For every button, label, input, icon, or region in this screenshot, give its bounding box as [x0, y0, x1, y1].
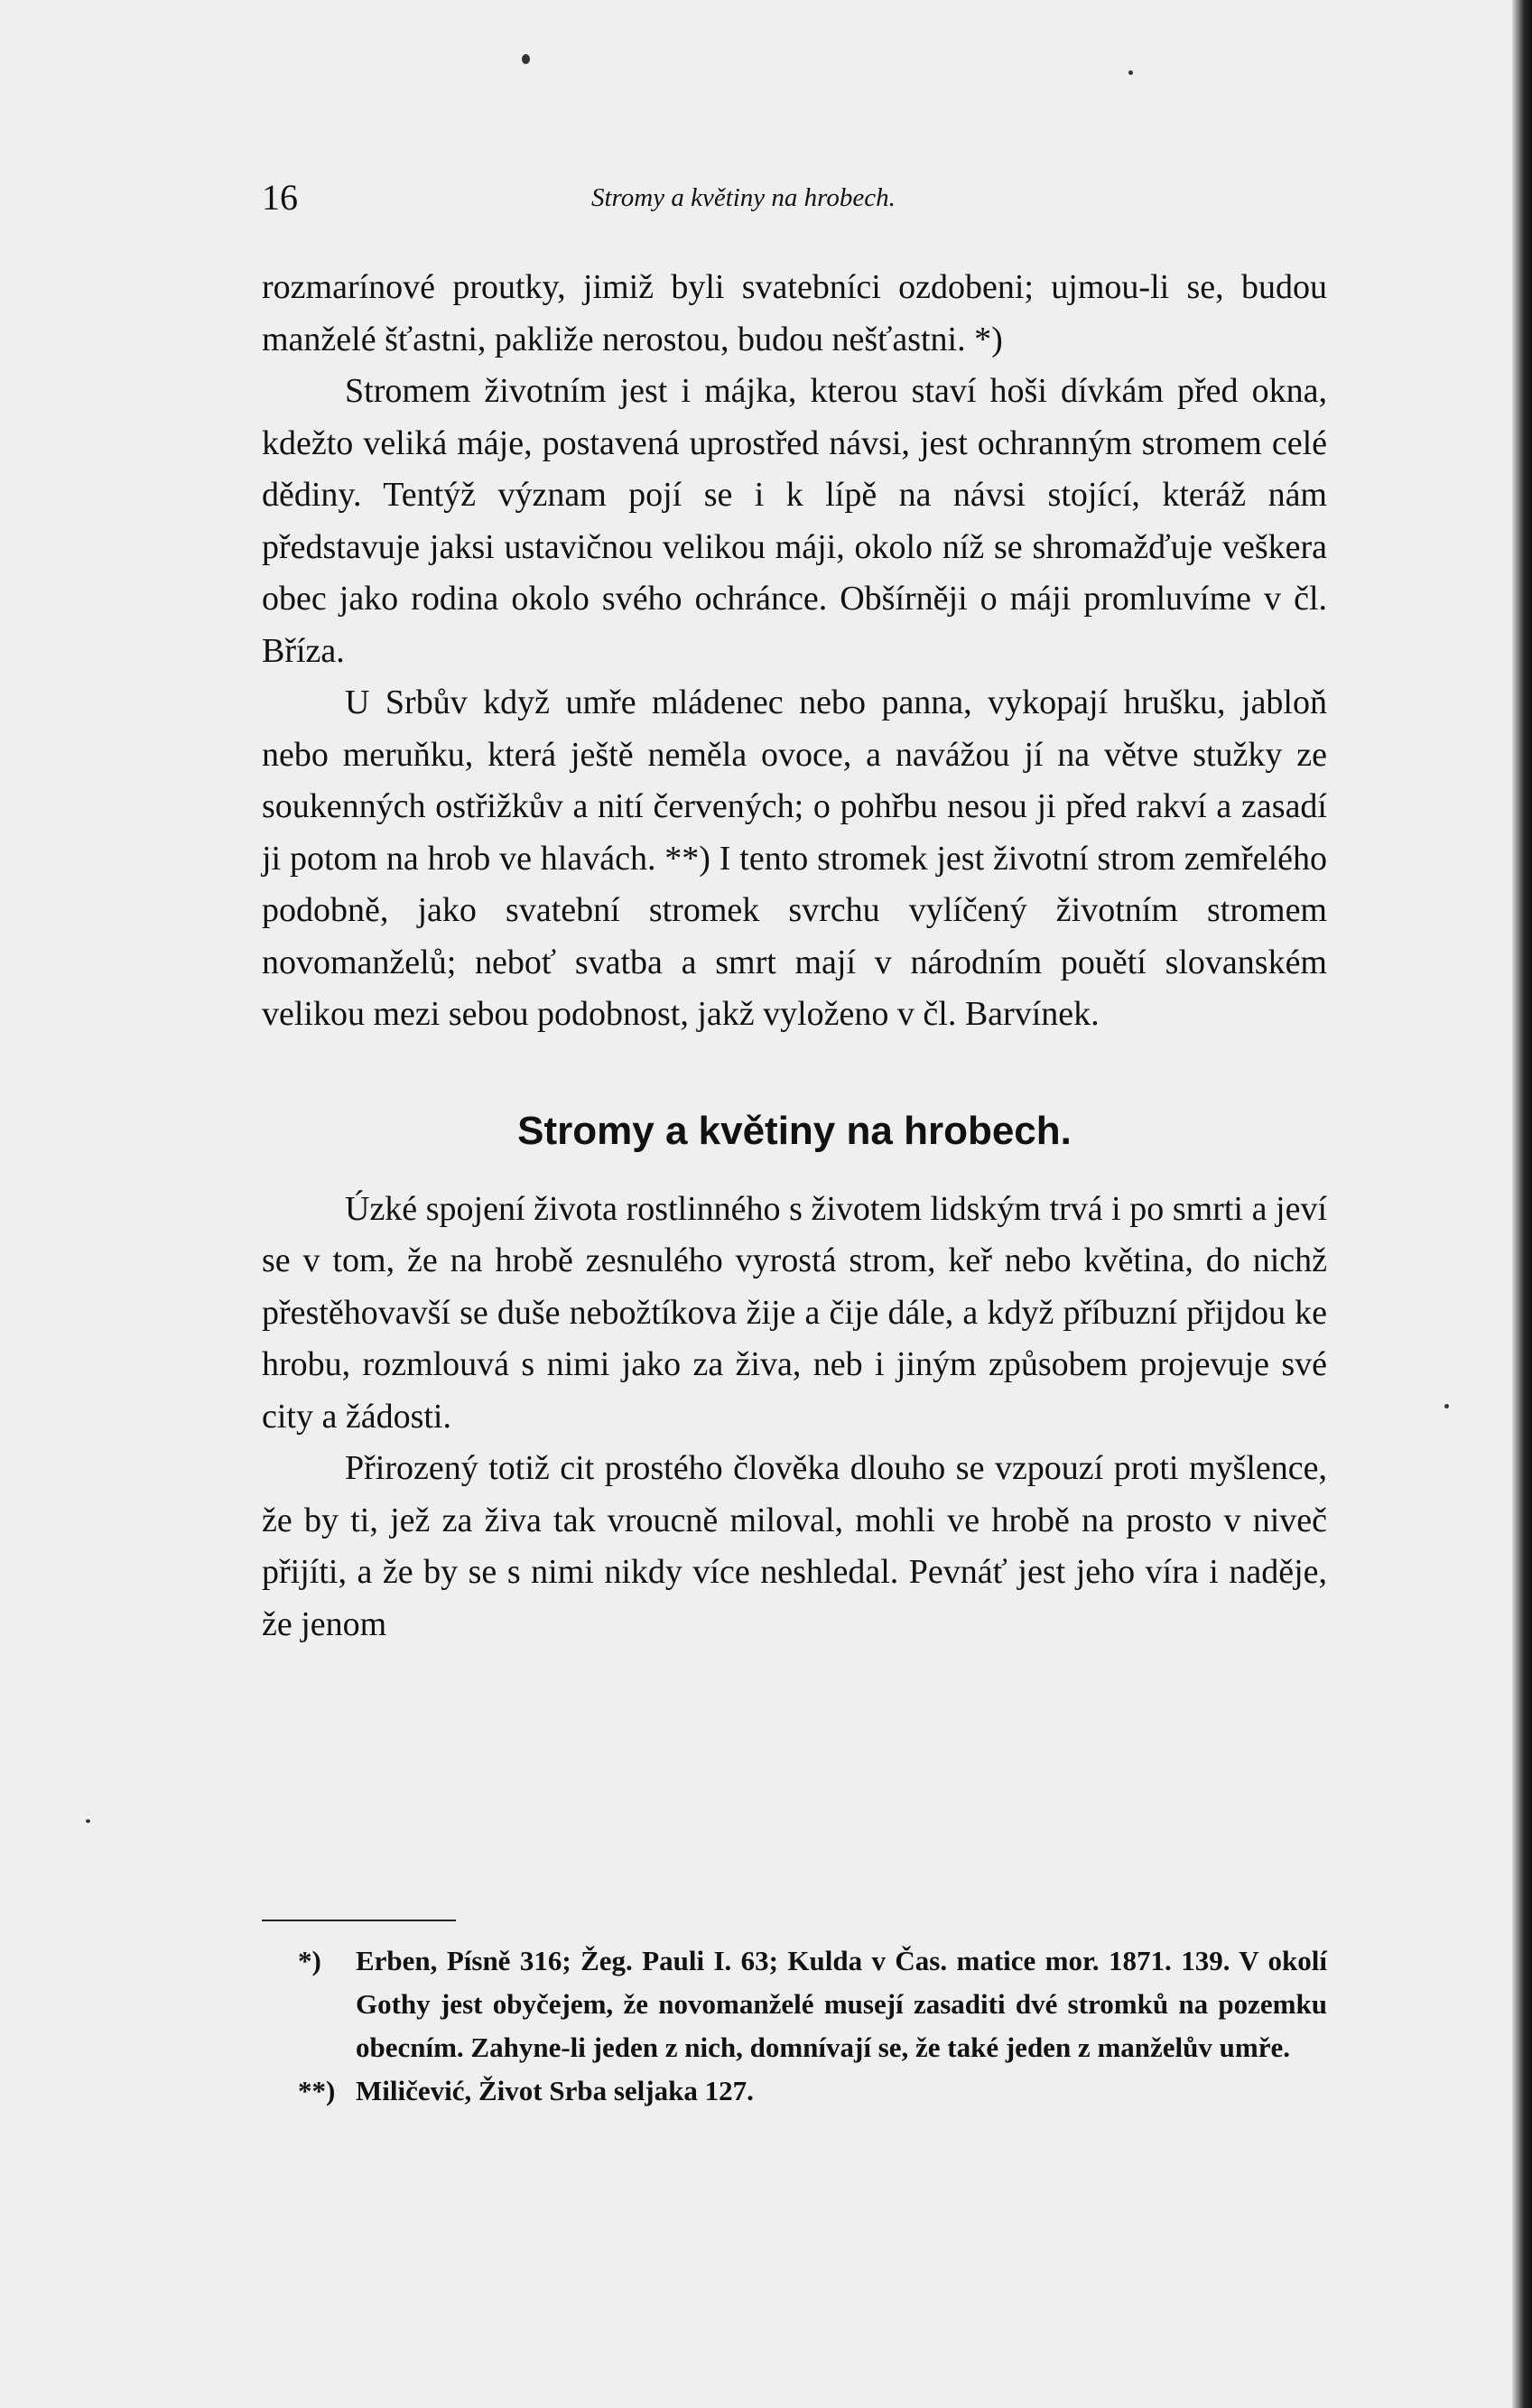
footnote-marker: *)	[298, 1945, 321, 1976]
footnote-text: Erben, Písně 316; Žeg. Pauli I. 63; Kulda v Čas. matice mor. 1871. 139. V okolí Gothy jest obyčejem, že novomanželé musejí zasaditi dvé stromků na pozemku obecním. Zahyne-li jeden z nich, domnívají se, že také jeden z manželův umře.	[356, 1945, 1327, 2063]
page-number: 16	[262, 177, 298, 218]
paragraph: Úzké spojení života rostlinného s životem lidským trvá i po smrti a jeví se v tom, že na hrobě zesnulého vyrostá strom, keř nebo květina, do nichž přestěhovavší se duše nebožtíkova žije a čije dále, a když příbuzní přijdou ke hrobu, rozmlouvá s nimi jako za živa, neb i jiným způsobem projevuje své city a žádosti.	[262, 1189, 1327, 1436]
footnote-marker: **)	[298, 2075, 336, 2106]
footnote-text: Miličević, Život Srba seljaka 127.	[356, 2075, 754, 2106]
paragraph: Stromem životním jest i májka, kterou staví hoši dívkám před okna, kdežto veliká máje, postavená uprostřed návsi, jest ochranným stromem celé dědiny. Tentýž význam pojí se i k lípě na návsi stojící, kteráž nám představuje jaksi ustavičnou velikou máji, okolo níž se shromažďuje veškera obec jako rodina okolo svého ochránce. Obšírněji o máji promluvíme v čl. Bříza.	[262, 372, 1327, 670]
page-edge-shadow	[1512, 0, 1532, 2408]
ink-speck	[1128, 70, 1133, 75]
main-text	[262, 262, 1327, 1650]
footnote	[298, 2069, 1327, 2113]
footnote	[298, 1939, 1327, 2069]
paragraph: Přirozený totiž cit prostého člověka dlouho se vzpouzí proti myšlence, že by ti, jež za živa tak vroucně miloval, mohli ve hrobě na prosto v niveč přijíti, a že by se s nimi nikdy více neshledal. Pevnáť jest jeho víra i naděje, že jenom	[262, 1449, 1327, 1643]
running-title: Stromy a květiny na hrobech.	[591, 183, 896, 212]
ink-speck	[522, 54, 530, 64]
footnotes	[298, 1939, 1327, 2113]
paragraph: rozmarínové proutky, jimiž byli svatebníci ozdobeni; ujmou-li se, budou manželé šťastni, pakliže nerostou, budou nešťastni. *)	[262, 268, 1327, 358]
page-header	[262, 176, 1327, 221]
ink-speck	[1444, 1404, 1449, 1409]
ink-speck	[86, 1819, 90, 1823]
paragraph: U Srbův když umře mládenec nebo panna, vykopají hrušku, jabloň nebo meruňku, která ještě neměla ovoce, a navážou jí na větve stužky ze soukenných ostřižkův a nití červených; o pohřbu nesou ji před rakví a zasadí ji potom na hrob ve hlavách. **) I tento stromek jest životní strom zemřelého podobně, jako svatební stromek svrchu vylíčený životním stromem novomanželů; neboť svatba a smrt mají v národním pouětí slovanském velikou mezi sebou podobnost, jakž vyloženo v čl. Barvínek.	[262, 683, 1327, 1033]
footnote-divider	[262, 1920, 456, 1921]
section-heading: Stromy a květiny na hrobech.	[517, 1108, 1072, 1153]
